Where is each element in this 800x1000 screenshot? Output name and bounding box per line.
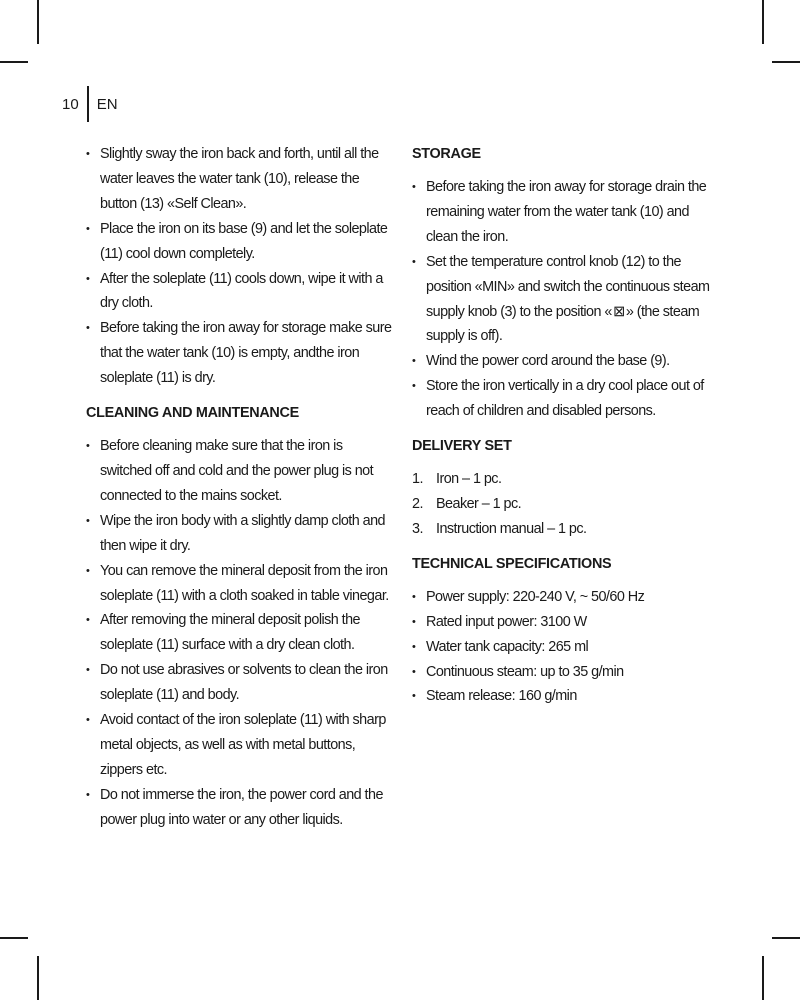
- list-item: • Steam release: 160 g/min: [412, 684, 724, 709]
- list-item: • After removing the mineral deposit polish the soleplate (11) surface with a dry clean cloth.: [86, 608, 396, 658]
- list-item: • Before taking the iron away for storage make sure that the water tank (10) is empty, andthe iron soleplate (11) is dry.: [86, 316, 396, 391]
- page-header: [62, 86, 118, 122]
- steam-off-icon: ⊠: [613, 303, 625, 320]
- list-item: • Wind the power cord around the base (9).: [412, 349, 724, 374]
- crop-mark-top-right-horizontal: [772, 61, 800, 63]
- language-code: EN: [96, 95, 118, 113]
- crop-mark-bottom-right-horizontal: [772, 937, 800, 939]
- crop-mark-bottom-left-horizontal: [0, 937, 28, 939]
- list-item: • Power supply: 220-240 V, ~ 50/60 Hz: [412, 585, 724, 610]
- list-item: • Rated input power: 3100 W: [412, 610, 724, 635]
- list-text: Beaker – 1 pc.: [436, 495, 522, 512]
- page-number: 10: [62, 95, 79, 113]
- right-column: [412, 142, 724, 709]
- list-text: Iron – 1 pc.: [436, 471, 502, 488]
- list-item: • After the soleplate (11) cools down, wipe it with a dry cloth.: [86, 267, 396, 317]
- crop-mark-top-left-vertical: [37, 0, 39, 44]
- list-item: • Slightly sway the iron back and forth, until all the water leaves the water tank (10), release the button (13) «Self Clean».: [86, 142, 396, 217]
- list-item: [412, 492, 724, 517]
- list-item: • Do not immerse the iron, the power cord and the power plug into water or any other liquids.: [86, 783, 396, 833]
- crop-mark-bottom-left-vertical: [37, 956, 39, 1000]
- crop-mark-bottom-right-vertical: [762, 956, 764, 1000]
- storage-heading: STORAGE: [412, 146, 481, 162]
- header-separator: [87, 86, 89, 122]
- list-item: [412, 467, 724, 492]
- list-item: [412, 517, 724, 542]
- technical-specs-list: [412, 585, 724, 710]
- list-item: • Before cleaning make sure that the iron is switched off and cold and the power plug is not connected to the mains socket.: [86, 434, 396, 509]
- list-item: • Wipe the iron body with a slightly damp cloth and then wipe it dry.: [86, 509, 396, 559]
- list-text: Instruction manual – 1 pc.: [436, 520, 587, 537]
- list-number: 3.: [412, 520, 423, 537]
- intro-bullet-list: [86, 142, 396, 391]
- storage-bullet-text: Set the temperature control knob (12) to the position «MIN» and switch the continuous steam supply knob (3) to the position «: [426, 253, 710, 320]
- crop-mark-top-left-horizontal: [0, 61, 28, 63]
- list-item: • Do not use abrasives or solvents to clean the iron soleplate (11) and body.: [86, 658, 396, 708]
- list-item: • You can remove the mineral deposit from the iron soleplate (11) with a cloth soaked in table vinegar.: [86, 559, 396, 609]
- storage-bullet-text: » (the steam supply is off).: [426, 303, 700, 345]
- cleaning-heading: CLEANING AND MAINTENANCE: [86, 405, 299, 422]
- list-item: [412, 250, 724, 350]
- list-item: • Store the iron vertically in a dry cool place out of reach of children and disabled persons.: [412, 374, 724, 424]
- crop-mark-top-right-vertical: [762, 0, 764, 44]
- list-item: • Before taking the iron away for storage drain the remaining water from the water tank (10) and clean the iron.: [412, 175, 724, 250]
- list-item: • Place the iron on its base (9) and let the soleplate (11) cool down completely.: [86, 217, 396, 267]
- list-number: 2.: [412, 495, 423, 512]
- delivery-list: [412, 467, 724, 542]
- left-column: [86, 142, 396, 833]
- storage-bullet-list: [412, 175, 724, 424]
- list-item: • Water tank capacity: 265 ml: [412, 635, 724, 660]
- cleaning-bullet-list: [86, 434, 396, 833]
- technical-specs-heading: TECHNICAL SPECIFICATIONS: [412, 555, 612, 572]
- list-item: • Avoid contact of the iron soleplate (11) with sharp metal objects, as well as with metal buttons, zippers etc.: [86, 708, 396, 783]
- delivery-heading: DELIVERY SET: [412, 438, 512, 455]
- list-number: 1.: [412, 471, 423, 488]
- list-item: • Continuous steam: up to 35 g/min: [412, 660, 724, 685]
